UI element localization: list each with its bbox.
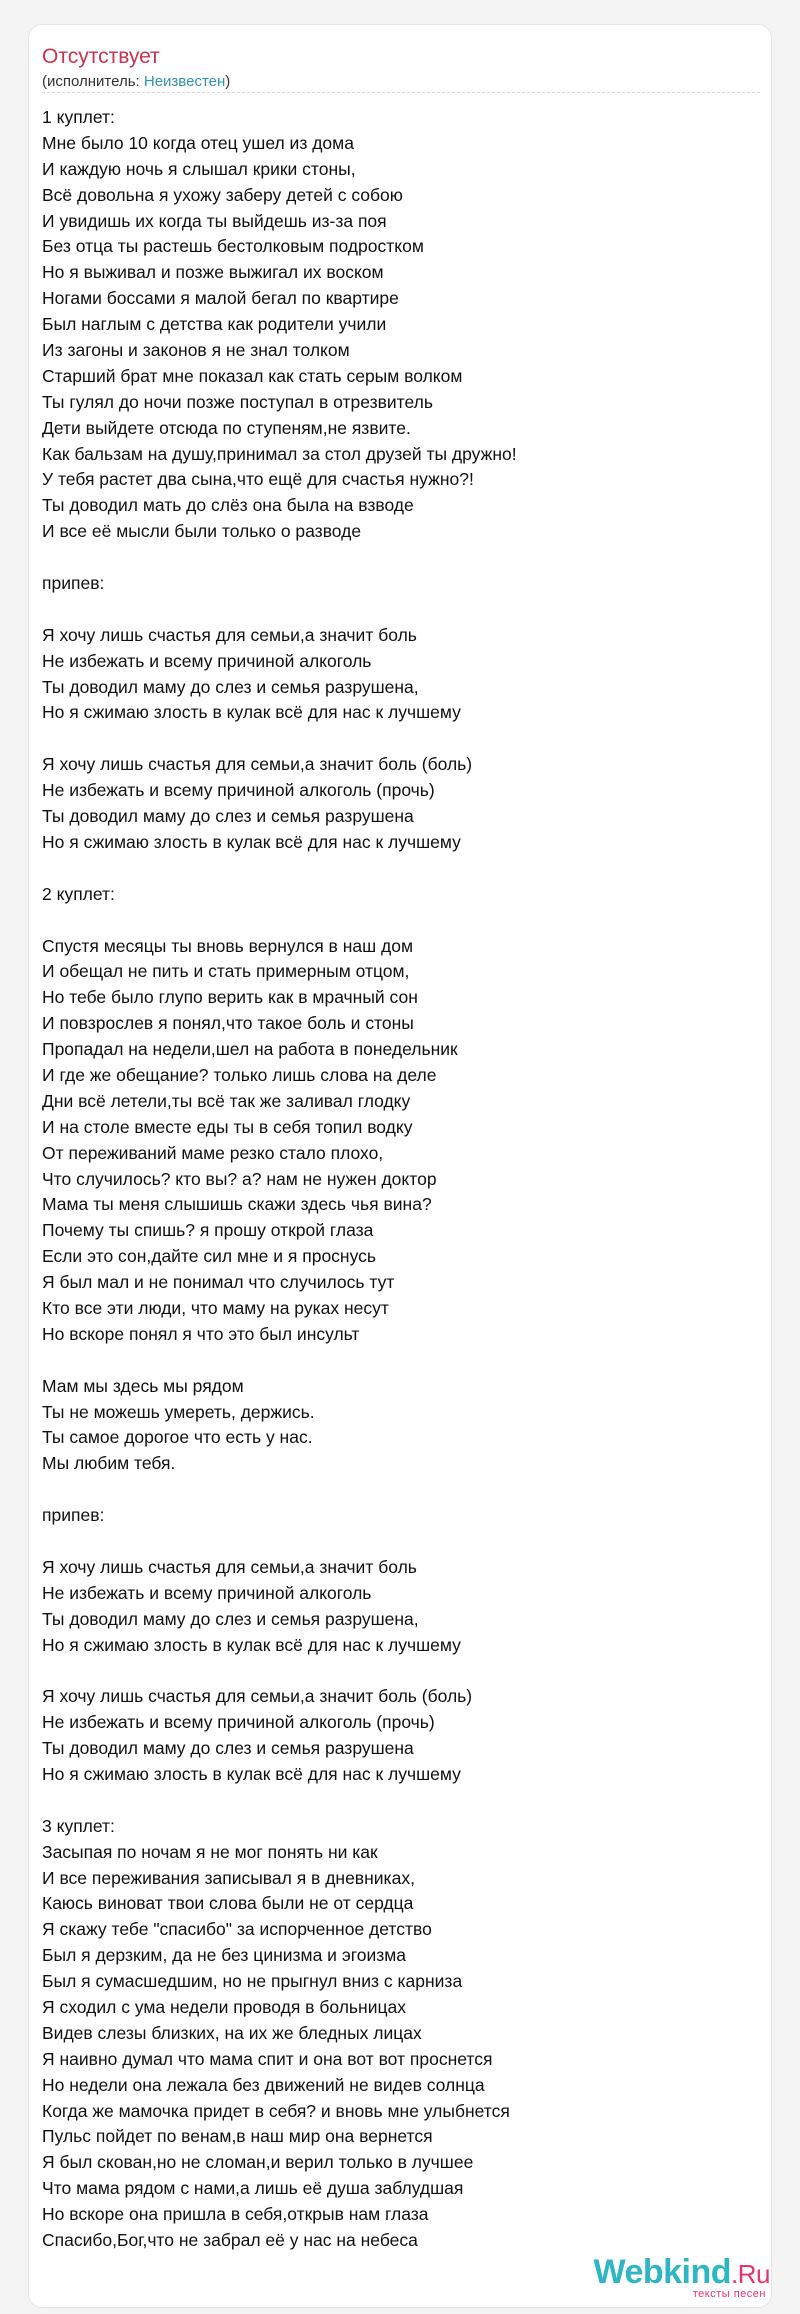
lyric-line: Не избежать и всему причиной алкоголь (прочь) bbox=[42, 780, 435, 801]
lyric-line: Видев слезы близких, на их же бледных лицах bbox=[42, 2022, 422, 2043]
lyric-line: И увидишь их когда ты выйдешь из-за поя bbox=[42, 210, 387, 231]
lyric-line: Мы любим тебя. bbox=[42, 1453, 176, 1474]
lyric-line: Ты самое дорогое что есть у нас. bbox=[42, 1427, 313, 1448]
lyric-line: Я наивно думал что мама спит и она вот вот проснется bbox=[42, 2048, 493, 2069]
lyric-line: Как бальзам на душу,принимал за стол друзей ты дружно! bbox=[42, 443, 517, 464]
lyric-line bbox=[42, 545, 760, 571]
lyric-line: Если это сон,дайте сил мне и я проснусь bbox=[42, 1246, 377, 1267]
logo-tld: .Ru bbox=[731, 2259, 770, 2289]
lyric-line: Ты гулял до ночи позже поступал в отрезвитель bbox=[42, 391, 433, 412]
lyric-line bbox=[42, 908, 760, 934]
lyric-line: Дни всё летели,ты всё так же заливал глодку bbox=[42, 1090, 411, 1111]
lyric-line: Но недели она лежала без движений не видев солнца bbox=[42, 2074, 485, 2095]
lyric-line: Но я сжимаю злость в кулак всё для нас к лучшему bbox=[42, 831, 461, 852]
lyric-line: 1 куплет: bbox=[42, 107, 115, 127]
lyric-line: Я был скован,но не сломан,и верил только в лучшее bbox=[42, 2152, 474, 2173]
lyric-line bbox=[42, 597, 760, 623]
lyric-line bbox=[42, 1529, 760, 1555]
lyric-line: Почему ты спишь? я прошу открой глаза bbox=[42, 1220, 374, 1241]
lyric-line: Но я сжимаю злость в кулак всё для нас к лучшему bbox=[42, 1764, 461, 1784]
lyric-line: Я был мал и не понимал что случилось тут bbox=[42, 1272, 395, 1293]
lyric-line: Я хочу лишь счастья для семьи,а значит боль (боль) bbox=[42, 754, 473, 775]
lyric-line: Ногами боссами я малой бегал по квартире bbox=[42, 288, 399, 309]
lyric-line: Но вскоре она пришла в себя,открыв нам глаза bbox=[42, 2204, 429, 2225]
lyric-line: И повзрослев я понял,что такое боль и стоны bbox=[42, 1013, 414, 1034]
lyric-line: Ты доводил маму до слез и семья разрушена, bbox=[42, 676, 419, 697]
lyric-line: Всё довольна я ухожу заберу детей с собою bbox=[42, 184, 403, 205]
performer-suffix: ) bbox=[225, 73, 231, 90]
lyric-line: Не избежать и всему причиной алкоголь (прочь) bbox=[42, 1712, 435, 1733]
lyric-line: Кто все эти люди, что маму на руках несут bbox=[42, 1297, 389, 1318]
lyric-line: Без отца ты растешь бестолковым подростком bbox=[42, 236, 424, 257]
lyric-line bbox=[42, 726, 760, 752]
lyric-line: И на столе вместе еды ты в себя топил водку bbox=[42, 1116, 413, 1137]
lyric-line bbox=[42, 1348, 760, 1374]
lyric-line: Я сходил с ума недели проводя в больницах bbox=[42, 1997, 406, 2018]
lyric-line: Ты доводил маму до слез и семья разрушена, bbox=[42, 1608, 419, 1629]
lyric-line: Я хочу лишь счастья для семьи,а значит боль bbox=[42, 624, 417, 645]
lyric-line: Пропадал на недели,шел на работа в понедельник bbox=[42, 1039, 458, 1060]
lyric-line: Что случилось? кто вы? а? нам не нужен доктор bbox=[42, 1168, 437, 1189]
lyric-line: Не избежать и всему причиной алкоголь bbox=[42, 1582, 372, 1603]
lyric-line: Не избежать и всему причиной алкоголь bbox=[42, 650, 372, 671]
lyric-line: 3 куплет: bbox=[42, 1815, 115, 1836]
lyric-line: От переживаний маме резко стало плохо, bbox=[42, 1142, 384, 1163]
lyric-line: Мам мы здесь мы рядом bbox=[42, 1375, 244, 1396]
lyric-line: Но я сжимаю злость в кулак всё для нас к лучшему bbox=[42, 702, 461, 723]
lyric-line: Пульс пойдет по венам,в наш мир она вернется bbox=[42, 2126, 433, 2147]
lyric-line: 2 куплет: bbox=[42, 883, 115, 904]
lyric-line bbox=[42, 1658, 760, 1684]
lyric-line: И где же обещание? только лишь слова на деле bbox=[42, 1064, 437, 1085]
lyric-line: Мне было 10 когда отец ушел из дома bbox=[42, 132, 354, 153]
lyric-line: И все её мысли были только о разводе bbox=[42, 521, 362, 542]
lyric-line: И обещал не пить и стать примерным отцом, bbox=[42, 961, 410, 982]
lyric-line: Когда же мамочка придет в себя? и вновь мне улыбнется bbox=[42, 2100, 510, 2121]
lyric-line: Я хочу лишь счастья для семьи,а значит боль bbox=[42, 1556, 417, 1577]
lyric-line: Но я сжимаю злость в кулак всё для нас к лучшему bbox=[42, 1634, 461, 1655]
lyric-line: Ты доводил маму до слез и семья разрушена bbox=[42, 806, 414, 827]
lyric-line: Дети выйдете отсюда по ступеням,не язвите. bbox=[42, 417, 411, 438]
lyric-line bbox=[42, 1788, 760, 1814]
lyric-line: И все переживания записывал я в дневниках, bbox=[42, 1867, 415, 1888]
lyric-line: Ты доводил мать до слёз она была на взводе bbox=[42, 495, 414, 516]
lyric-line: Спасибо,Бог,что не забрал её у нас на небеса bbox=[42, 2230, 418, 2251]
lyric-line: Старший брат мне показал как стать серым волком bbox=[42, 365, 463, 386]
lyric-line: Из загоны и законов я не знал толком bbox=[42, 340, 350, 361]
performer-line bbox=[42, 72, 230, 92]
lyric-line: Ты доводил маму до слез и семья разрушена bbox=[42, 1738, 414, 1759]
site-logo[interactable] bbox=[593, 2254, 770, 2300]
lyric-line: Мама ты меня слышишь скажи здесь чья вина? bbox=[42, 1194, 432, 1215]
lyric-line: Каюсь виноват твои слова были не от сердца bbox=[42, 1893, 414, 1914]
song-title: Отсутствует bbox=[42, 45, 160, 68]
lyrics-text bbox=[42, 105, 760, 2254]
lyric-line bbox=[42, 856, 760, 882]
lyric-line: Но я выживал и позже выжигал их воском bbox=[42, 262, 384, 283]
performer-prefix: (исполнитель: bbox=[42, 73, 144, 90]
lyric-line: припев: bbox=[42, 1505, 105, 1526]
lyric-line: Я хочу лишь счастья для семьи,а значит боль (боль) bbox=[42, 1686, 473, 1707]
performer-link[interactable]: Неизвестен bbox=[143, 73, 226, 90]
lyric-line: Спустя месяцы ты вновь вернулся в наш дом bbox=[42, 935, 413, 956]
lyric-line: Был наглым с детства как родители учили bbox=[42, 314, 387, 335]
lyric-line: У тебя растет два сына,что ещё для счастья нужно?! bbox=[42, 469, 474, 490]
lyric-line: И каждую ночь я слышал крики стоны, bbox=[42, 158, 356, 179]
lyric-line: Был я сумасшедшим, но не прыгнул вниз с карниза bbox=[42, 1971, 463, 1992]
lyric-line: Что мама рядом с нами,а лишь её душа заблудшая bbox=[42, 2178, 464, 2199]
logo-wordmark bbox=[593, 2254, 770, 2292]
lyric-line: Я скажу тебе "спасибо" за испорченное детство bbox=[42, 1919, 432, 1940]
lyric-line bbox=[42, 1477, 760, 1503]
lyric-line: припев: bbox=[42, 573, 105, 594]
lyric-line: Засыпая по ночам я не мог понять ни как bbox=[42, 1841, 378, 1862]
logo-tagline: тексты песен bbox=[692, 2288, 766, 2300]
lyric-line: Но тебе было глупо верить как в мрачный сон bbox=[42, 987, 418, 1008]
header-divider bbox=[42, 92, 760, 93]
lyric-line: Но вскоре понял я что это был инсульт bbox=[42, 1323, 360, 1344]
logo-main-text: Webkind bbox=[593, 2253, 732, 2291]
lyric-line: Ты не можешь умереть, держись. bbox=[42, 1401, 315, 1422]
lyric-line: Был я дерзким, да не без цинизма и эгоизма bbox=[42, 1945, 407, 1966]
